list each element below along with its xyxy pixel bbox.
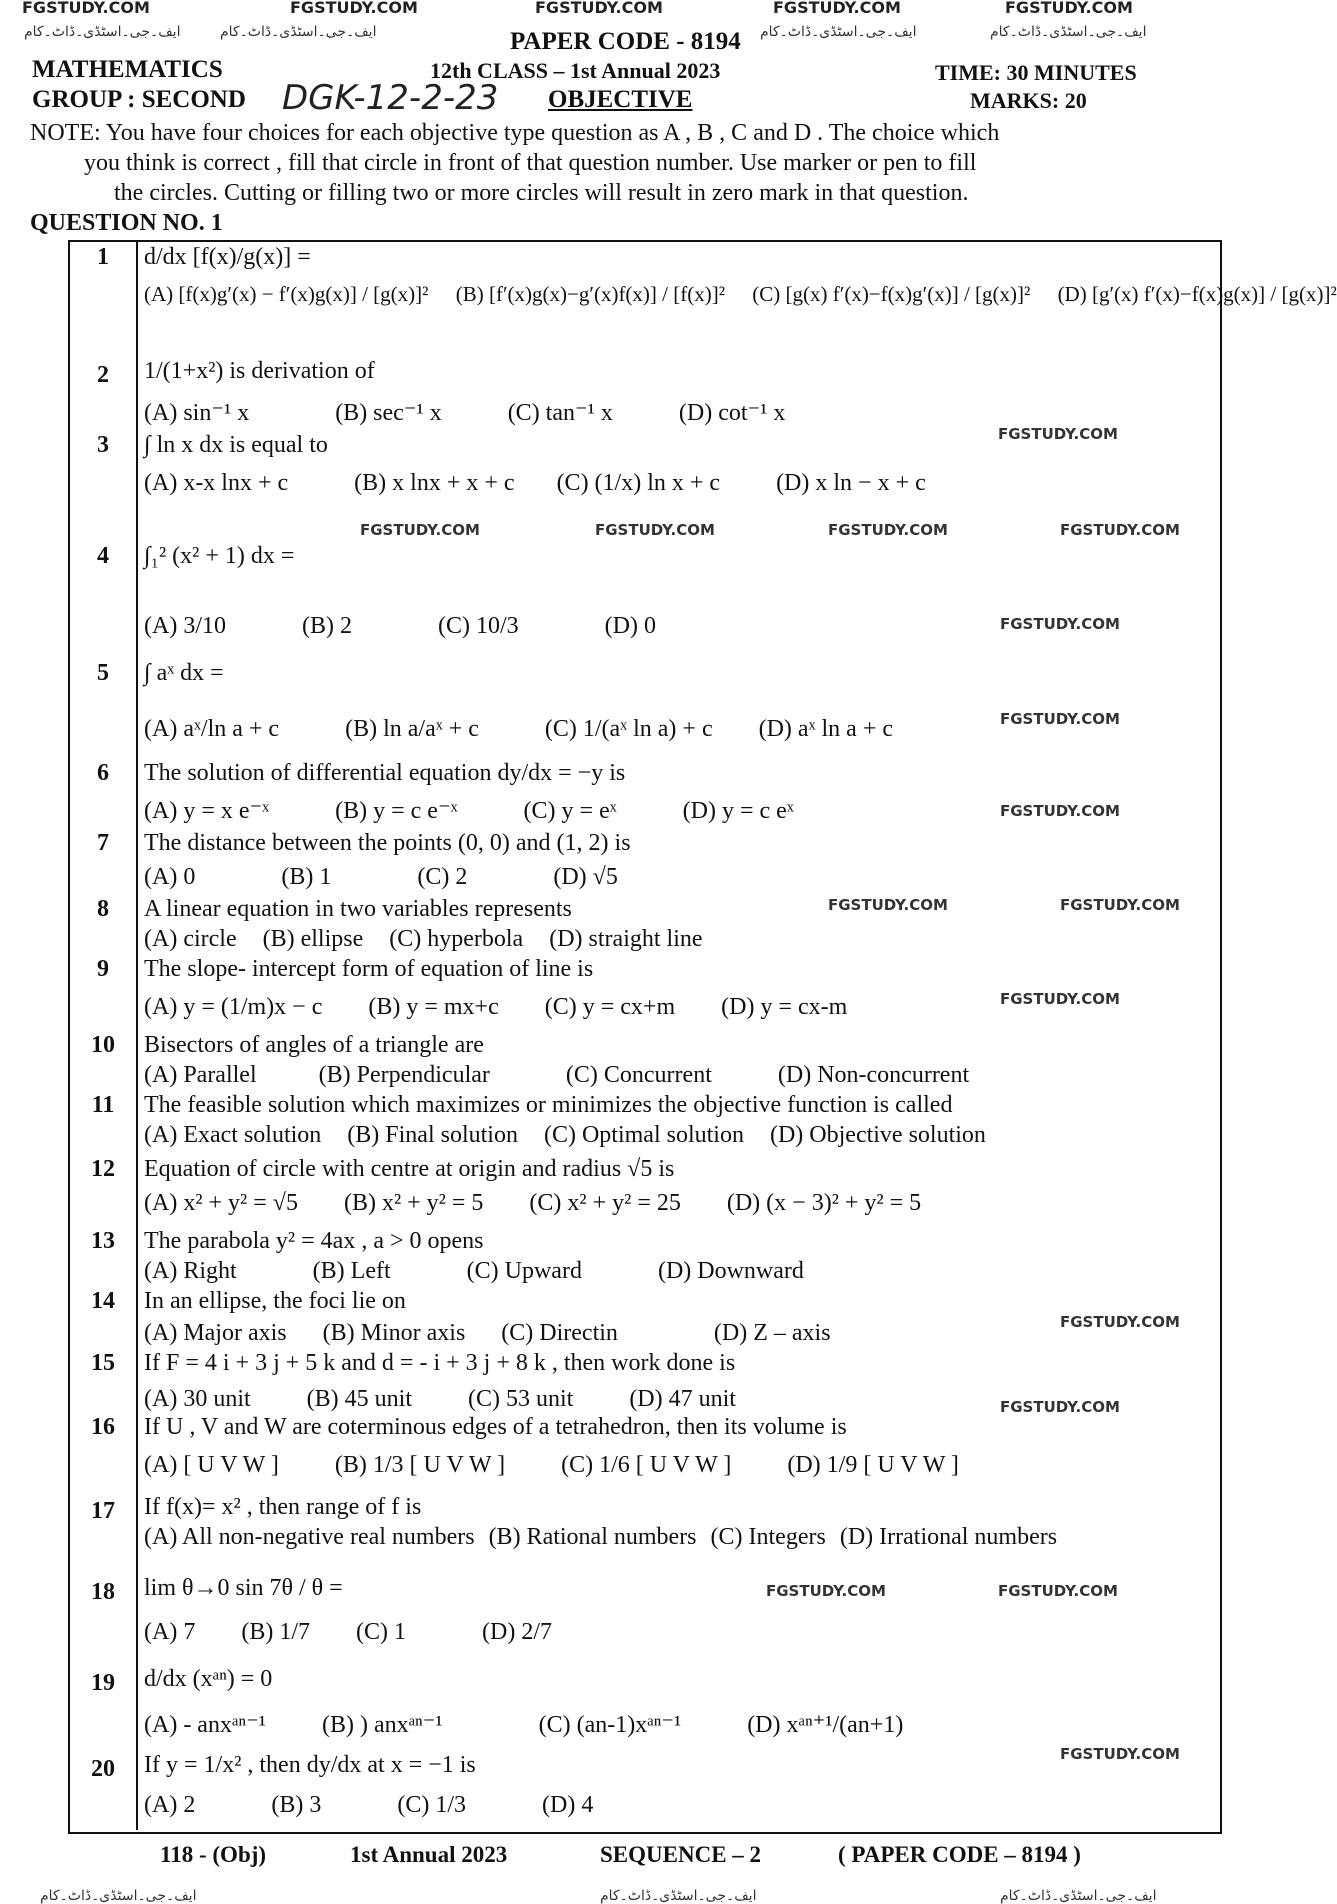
- option-b[interactable]: (B) y = c e⁻ˣ: [335, 798, 458, 824]
- option-c[interactable]: (C) 10/3: [437, 613, 519, 639]
- question-stem: If U , V and W are coterminous edges of a tetrahedron, then its volume is: [144, 1414, 847, 1440]
- question-number: 16: [91, 1414, 115, 1440]
- urdu-watermark: ایف۔جی۔اسٹڈی۔ڈاٹ۔کام: [990, 24, 1147, 40]
- watermark-text: FGSTUDY.COM: [1000, 802, 1120, 820]
- question-number: 6: [97, 760, 109, 786]
- question-12: [70, 1156, 1218, 1220]
- urdu-watermark: ایف۔جی۔اسٹڈی۔ڈاٹ۔کام: [220, 24, 377, 40]
- question-stem: A linear equation in two variables represents: [144, 896, 572, 922]
- question-number: 12: [91, 1156, 115, 1182]
- option-b[interactable]: (B) Perpendicular: [318, 1062, 490, 1088]
- option-d[interactable]: (D) y = cx-m: [721, 994, 848, 1020]
- option-a[interactable]: (A) Major axis: [144, 1320, 287, 1346]
- footer-annual: 1st Annual 2023: [350, 1842, 508, 1867]
- option-c[interactable]: (C) Concurrent: [565, 1062, 712, 1088]
- option-a[interactable]: (A) - anxᵃⁿ⁻¹: [144, 1712, 266, 1738]
- watermark-text: FGSTUDY.COM: [828, 896, 948, 914]
- question-number: 1: [97, 244, 109, 270]
- watermark-text: FGSTUDY.COM: [773, 0, 901, 17]
- question-1: [70, 242, 1337, 322]
- option-a[interactable]: (A) x² + y² = √5: [144, 1190, 298, 1216]
- option-b[interactable]: (B) 2: [301, 613, 352, 639]
- option-a[interactable]: (A) aˣ/ln a + c: [144, 716, 280, 742]
- group-label: GROUP : SECOND: [32, 86, 246, 113]
- watermark-text: FGSTUDY.COM: [595, 521, 715, 539]
- option-a[interactable]: (A) Right: [144, 1258, 237, 1284]
- option-d[interactable]: (D) 2/7: [482, 1619, 552, 1645]
- question-number: 17: [91, 1498, 115, 1524]
- question-number: 7: [97, 830, 109, 856]
- option-b[interactable]: (B) 45 unit: [306, 1386, 412, 1412]
- question-options: [144, 1258, 844, 1285]
- option-d[interactable]: (D) 1/9 [ U V W ]: [787, 1452, 959, 1478]
- option-d[interactable]: (D) (x − 3)² + y² = 5: [726, 1190, 922, 1216]
- footer-paper-code: ( PAPER CODE – 8194 ): [838, 1842, 1081, 1867]
- question-11: [70, 1092, 1218, 1152]
- question-number: 9: [97, 956, 109, 982]
- question-options: [144, 926, 743, 953]
- option-c[interactable]: (C) 2: [417, 864, 468, 890]
- question-stem: If y = 1/x² , then dy/dx at x = −1 is: [144, 1752, 476, 1778]
- watermark-text: FGSTUDY.COM: [998, 425, 1118, 443]
- option-b[interactable]: (B) [f′(x)g(x)−g′(x)f(x)] / [f(x)]²: [455, 282, 726, 306]
- option-c[interactable]: (C) 1/(aˣ ln a) + c: [544, 716, 713, 742]
- class-title: 12th CLASS – 1st Annual 2023: [430, 58, 721, 83]
- option-c[interactable]: (C) 53 unit: [467, 1386, 574, 1412]
- option-b[interactable]: (B) Rational numbers: [488, 1524, 697, 1550]
- question-13: [70, 1228, 1218, 1288]
- watermark-text: FGSTUDY.COM: [1060, 1745, 1180, 1763]
- option-b[interactable]: (B) ellipse: [262, 926, 364, 952]
- footer-code: 118 - (Obj): [160, 1842, 267, 1867]
- urdu-watermark: ایف۔جی۔اسٹڈی۔ڈاٹ۔کام: [24, 24, 181, 40]
- watermark-text: FGSTUDY.COM: [360, 521, 480, 539]
- option-c[interactable]: (C) [g(x) f′(x)−f(x)g′(x)] / [g(x)]²: [752, 282, 1031, 306]
- question-options: [144, 1792, 633, 1819]
- option-b[interactable]: (B) x lnx + x + c: [354, 470, 515, 496]
- question-number-label: QUESTION NO. 1: [30, 210, 223, 236]
- top-watermark-strip: [0, 0, 1250, 18]
- option-b[interactable]: (B) 1/7: [241, 1619, 310, 1645]
- urdu-watermark: ایف۔جی۔اسٹڈی۔ڈاٹ۔کام: [600, 1888, 757, 1904]
- option-a[interactable]: (A) sin⁻¹ x: [144, 400, 250, 426]
- question-stem: If F = 4 i + 3 j + 5 k and d = - i + 3 j + 8 k , then work done is: [144, 1350, 736, 1376]
- question-options: [144, 1190, 961, 1217]
- option-a[interactable]: (A) Exact solution: [144, 1122, 322, 1148]
- option-d[interactable]: (D) cot⁻¹ x: [678, 400, 786, 426]
- option-a[interactable]: (A) 2: [144, 1792, 196, 1818]
- handwritten-date: DGK-12-2-23: [282, 78, 499, 118]
- note-line-1: NOTE: You have four choices for each objective type question as A , B , C and D . The choice which: [30, 120, 1000, 146]
- option-a[interactable]: (A) y = (1/m)x − c: [144, 994, 323, 1020]
- option-d[interactable]: (D) Downward: [657, 1258, 804, 1284]
- question-options: [144, 796, 834, 825]
- note-line-2: you think is correct , fill that circle in front of that question number. Use marker or pen to fill: [84, 150, 977, 176]
- watermark-text: FGSTUDY.COM: [1060, 896, 1180, 914]
- question-stem: The feasible solution which maximizes or minimizes the objective function is called: [144, 1092, 953, 1118]
- option-c[interactable]: (C) Optimal solution: [543, 1122, 744, 1148]
- option-a[interactable]: (A) All non-negative real numbers: [144, 1524, 475, 1550]
- option-a[interactable]: (A) 30 unit: [144, 1386, 251, 1412]
- option-b[interactable]: (B) 3: [271, 1792, 322, 1818]
- question-number: 13: [91, 1228, 115, 1254]
- question-options: [144, 1122, 1026, 1149]
- watermark-text: FGSTUDY.COM: [998, 1582, 1118, 1600]
- option-c[interactable]: (C) y = cx+m: [544, 994, 676, 1020]
- question-stem: The slope- intercept form of equation of line is: [144, 956, 594, 982]
- question-stem: The solution of differential equation dy/dx = −y is: [144, 760, 626, 786]
- question-14: [70, 1288, 1218, 1352]
- option-c[interactable]: (C) (1/x) ln x + c: [556, 470, 721, 496]
- question-options: [144, 613, 696, 640]
- question-5: [70, 660, 1218, 750]
- option-d[interactable]: (D) 47 unit: [629, 1386, 736, 1412]
- question-options: [144, 1452, 999, 1479]
- question-options: [144, 282, 1337, 307]
- question-options: [144, 864, 658, 891]
- subject-title: MATHEMATICS: [32, 56, 223, 83]
- option-b[interactable]: (B) 1: [281, 864, 332, 890]
- option-b[interactable]: (B) x² + y² = 5: [343, 1190, 484, 1216]
- option-d[interactable]: (D) 4: [542, 1792, 594, 1818]
- question-options: [144, 470, 966, 497]
- question-17: [70, 1494, 1218, 1558]
- watermark-text: FGSTUDY.COM: [1060, 1313, 1180, 1331]
- question-options: [144, 1710, 943, 1739]
- question-number: 5: [97, 660, 109, 686]
- option-d[interactable]: (D) √5: [553, 864, 618, 890]
- question-options: [144, 1386, 776, 1413]
- option-a[interactable]: (A) Parallel: [144, 1062, 257, 1088]
- option-d[interactable]: (D) [g′(x) f′(x)−f(x)g(x)] / [g(x)]²: [1057, 282, 1337, 306]
- urdu-watermark: ایف۔جی۔اسٹڈی۔ڈاٹ۔کام: [40, 1888, 197, 1904]
- option-a[interactable]: (A) [ U V W ]: [144, 1452, 279, 1478]
- question-stem: ∫₁² (x² + 1) dx =: [144, 543, 295, 569]
- option-d[interactable]: (D) aˣ ln a + c: [758, 716, 894, 742]
- question-number: 2: [97, 362, 109, 388]
- question-2: [70, 358, 1218, 428]
- watermark-text: FGSTUDY.COM: [22, 0, 150, 17]
- question-16: [70, 1414, 1218, 1490]
- question-number: 10: [91, 1032, 115, 1058]
- watermark-text: FGSTUDY.COM: [1000, 1398, 1120, 1416]
- option-a[interactable]: (A) y = x e⁻ˣ: [144, 798, 270, 824]
- question-options: [144, 398, 825, 427]
- question-number: 3: [97, 432, 109, 458]
- option-d[interactable]: (D) x ln − x + c: [776, 470, 926, 496]
- question-stem: lim θ→0 sin 7θ / θ =: [144, 1575, 343, 1601]
- footer-sequence: SEQUENCE – 2: [600, 1842, 762, 1867]
- question-7: [70, 830, 1218, 890]
- question-19: [70, 1666, 1218, 1746]
- question-options: [144, 1062, 1009, 1089]
- question-options: [144, 1524, 1097, 1551]
- option-b[interactable]: (B) 1/3 [ U V W ]: [334, 1452, 506, 1478]
- watermark-text: FGSTUDY.COM: [535, 0, 663, 17]
- question-number: 18: [91, 1579, 115, 1605]
- watermark-text: FGSTUDY.COM: [290, 0, 418, 17]
- question-stem: If f(x)= x² , then range of f is: [144, 1494, 422, 1520]
- question-10: [70, 1032, 1218, 1092]
- time-label: TIME: 30 MINUTES: [935, 60, 1137, 85]
- option-c[interactable]: (C) y = eˣ: [523, 798, 617, 824]
- marks-label: MARKS: 20: [970, 88, 1087, 113]
- option-d[interactable]: (D) straight line: [549, 926, 703, 952]
- option-c[interactable]: (C) Upward: [466, 1258, 582, 1284]
- option-a[interactable]: (A) 3/10: [144, 613, 226, 639]
- question-stem: Equation of circle with centre at origin and radius √5 is: [144, 1156, 675, 1182]
- question-stem: The parabola y² = 4ax , a > 0 opens: [144, 1228, 484, 1254]
- question-number: 14: [91, 1288, 115, 1314]
- option-d[interactable]: (D) y = c eˣ: [682, 798, 794, 824]
- paper-code: PAPER CODE - 8194: [510, 28, 741, 55]
- watermark-text: FGSTUDY.COM: [1000, 990, 1120, 1008]
- option-b[interactable]: (B) y = mx+c: [368, 994, 499, 1020]
- question-number: 20: [91, 1756, 115, 1782]
- option-b[interactable]: (B) Minor axis: [322, 1320, 466, 1346]
- question-20: [70, 1752, 1218, 1828]
- question-stem: The distance between the points (0, 0) and (1, 2) is: [144, 830, 631, 856]
- watermark-text: FGSTUDY.COM: [828, 521, 948, 539]
- watermark-text: FGSTUDY.COM: [1000, 615, 1120, 633]
- question-stem: d/dx [f(x)/g(x)] =: [144, 244, 311, 270]
- watermark-text: FGSTUDY.COM: [766, 1582, 886, 1600]
- question-stem: ∫ aˣ dx =: [144, 660, 224, 686]
- objective-label: OBJECTIVE: [548, 86, 693, 113]
- question-number: 15: [91, 1350, 115, 1376]
- urdu-watermark: ایف۔جی۔اسٹڈی۔ڈاٹ۔کام: [1000, 1888, 1157, 1904]
- watermark-text: FGSTUDY.COM: [1000, 710, 1120, 728]
- option-b[interactable]: (B) Left: [312, 1258, 391, 1284]
- question-options: [144, 716, 933, 743]
- question-number: 11: [91, 1092, 115, 1118]
- option-a[interactable]: (A) x-x lnx + c: [144, 470, 289, 496]
- option-c[interactable]: (C) 1: [356, 1619, 406, 1645]
- question-8: [70, 896, 1218, 956]
- option-c[interactable]: (C) Integers: [710, 1524, 826, 1550]
- question-stem: ∫ ln x dx is equal to: [144, 432, 328, 458]
- option-c[interactable]: (C) 1/3: [397, 1792, 466, 1818]
- question-number: 8: [97, 896, 109, 922]
- option-a[interactable]: (A) [f(x)g′(x) − f′(x)g(x)] / [g(x)]²: [144, 282, 429, 306]
- option-c[interactable]: (C) 1/6 [ U V W ]: [561, 1452, 732, 1478]
- urdu-watermark: ایف۔جی۔اسٹڈی۔ڈاٹ۔کام: [760, 24, 917, 40]
- option-b[interactable]: (B) Final solution: [347, 1122, 518, 1148]
- option-b[interactable]: (B) ln a/aˣ + c: [345, 716, 479, 742]
- watermark-text: FGSTUDY.COM: [1005, 0, 1133, 17]
- option-c[interactable]: (C) tan⁻¹ x: [507, 400, 613, 426]
- question-number: 4: [97, 543, 109, 569]
- option-d[interactable]: (D) Z – axis: [713, 1320, 831, 1346]
- option-a[interactable]: (A) 0: [144, 864, 196, 890]
- option-c[interactable]: (C) hyperbola: [389, 926, 524, 952]
- question-stem: Bisectors of angles of a triangle are: [144, 1032, 484, 1058]
- question-number: 19: [91, 1670, 115, 1696]
- question-options: [144, 1619, 592, 1646]
- watermark-text: FGSTUDY.COM: [1060, 521, 1180, 539]
- option-c[interactable]: (C) x² + y² = 25: [529, 1190, 681, 1216]
- option-d[interactable]: (D) xᵃⁿ⁺¹/(an+1): [747, 1712, 904, 1738]
- option-d[interactable]: (D) Objective solution: [769, 1122, 986, 1148]
- option-b[interactable]: (B) sec⁻¹ x: [335, 400, 442, 426]
- option-c[interactable]: (C) (an-1)xᵃⁿ⁻¹: [538, 1712, 682, 1738]
- option-b[interactable]: (B) ) anxᵃⁿ⁻¹: [321, 1712, 443, 1738]
- question-stem: 1/(1+x²) is derivation of: [144, 358, 375, 384]
- option-d[interactable]: (D) 0: [604, 613, 656, 639]
- question-stem: In an ellipse, the foci lie on: [144, 1288, 406, 1314]
- option-a[interactable]: (A) circle: [144, 926, 237, 952]
- question-options: [144, 1320, 871, 1347]
- note-line-3: the circles. Cutting or filling two or more circles will result in zero mark in that question.: [114, 180, 969, 206]
- option-d[interactable]: (D) Non-concurrent: [777, 1062, 970, 1088]
- option-c[interactable]: (C) Directin: [501, 1320, 618, 1346]
- question-options: [144, 994, 887, 1021]
- question-stem: d/dx (xᵃⁿ) = 0: [144, 1666, 273, 1692]
- option-a[interactable]: (A) 7: [144, 1619, 196, 1645]
- option-d[interactable]: (D) Irrational numbers: [839, 1524, 1058, 1550]
